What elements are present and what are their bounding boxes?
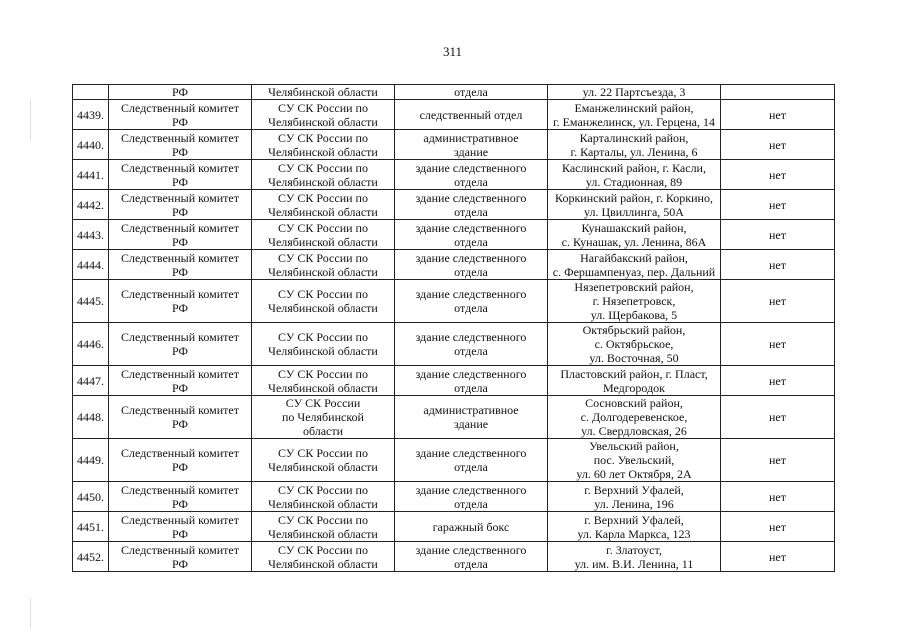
table-row <box>73 130 835 160</box>
address-cell <box>548 542 721 572</box>
subdivision-line: СУ СК России по <box>278 366 368 381</box>
organization-line: РФ <box>172 526 188 541</box>
subdivision-cell <box>252 482 395 512</box>
row-number-cell: 4448. <box>73 396 109 439</box>
subdivision-line: Челябинской области <box>268 204 378 219</box>
object-type-line: отдела <box>454 460 488 474</box>
table-row <box>73 542 835 572</box>
address-line: г. Карталы, ул. Ленина, 6 <box>570 144 698 159</box>
address-line: ул. Щербакова, 5 <box>590 308 678 322</box>
object-type-line: отдела <box>454 496 488 511</box>
subdivision-cell <box>252 396 395 439</box>
address-line: Карталинский район, <box>579 130 689 145</box>
address-line: с. Октябрьское, <box>594 337 674 351</box>
object-type-cell <box>395 220 548 250</box>
object-type-line: здание следственного <box>415 446 527 460</box>
subdivision-line: СУ СК России по <box>278 287 368 301</box>
subdivision-line: Челябинской области <box>268 526 378 541</box>
address-cell <box>548 130 721 160</box>
object-type-line: гаражный бокс <box>432 519 510 534</box>
organization-cell <box>109 482 252 512</box>
organization-line: Следственный комитет <box>121 100 239 115</box>
status-cell: нет <box>721 396 835 439</box>
row-number-cell: 4439. <box>73 100 109 130</box>
organization-line: Следственный комитет <box>121 482 239 497</box>
object-type-cell <box>395 100 548 130</box>
object-type-cell <box>395 323 548 366</box>
address-line: г. Верхний Уфалей, <box>584 512 684 527</box>
property-registry-table <box>72 84 835 572</box>
table-row <box>73 439 835 482</box>
status-cell: нет <box>721 130 835 160</box>
organization-cell <box>109 130 252 160</box>
address-line: ул. Карла Маркса, 123 <box>577 526 691 541</box>
organization-cell <box>109 220 252 250</box>
organization-cell <box>109 190 252 220</box>
address-line: пос. Увельский, <box>593 453 675 467</box>
row-number-cell <box>73 85 109 100</box>
organization-cell <box>109 280 252 323</box>
address-cell <box>548 220 721 250</box>
row-number-cell: 4441. <box>73 160 109 190</box>
address-cell: ул. 22 Партсъезда, 3 <box>548 85 721 100</box>
status-cell: нет <box>721 366 835 396</box>
organization-line: РФ <box>172 344 188 358</box>
organization-line: Следственный комитет <box>121 542 239 557</box>
table-row <box>73 190 835 220</box>
address-line: Сосновский район, <box>585 396 683 410</box>
organization-line: Следственный комитет <box>121 130 239 145</box>
object-type-line: здание следственного <box>415 287 527 301</box>
address-line: ул. Цвиллинга, 50А <box>584 204 684 219</box>
subdivision-line: СУ СК России по <box>278 100 368 115</box>
address-line: г. Верхний Уфалей, <box>584 482 684 497</box>
address-line: ул. Восточная, 50 <box>589 351 679 365</box>
organization-cell <box>109 396 252 439</box>
object-type-line: отдела <box>454 174 488 189</box>
row-number-cell: 4449. <box>73 439 109 482</box>
object-type-line: отдела <box>454 556 488 571</box>
organization-line: РФ <box>172 460 188 474</box>
address-line: Кунашакский район, <box>581 220 687 235</box>
row-number-cell: 4444. <box>73 250 109 280</box>
organization-cell <box>109 366 252 396</box>
subdivision-line: СУ СК России по <box>278 482 368 497</box>
address-cell <box>548 323 721 366</box>
object-type-line: отдела <box>454 344 488 358</box>
object-type-line: отдела <box>454 264 488 279</box>
object-type-cell <box>395 482 548 512</box>
organization-line: Следственный комитет <box>121 366 239 381</box>
organization-line: Следственный комитет <box>121 250 239 265</box>
subdivision-line: Челябинской области <box>268 460 378 474</box>
address-line: ул. Стадионная, 89 <box>585 174 683 189</box>
status-cell: нет <box>721 323 835 366</box>
object-type-cell <box>395 130 548 160</box>
row-number-cell: 4445. <box>73 280 109 323</box>
row-number-cell: 4442. <box>73 190 109 220</box>
object-type-line: здание следственного <box>415 250 527 265</box>
object-type-line: здание следственного <box>415 330 527 344</box>
row-number-cell: 4443. <box>73 220 109 250</box>
organization-line: РФ <box>172 174 188 189</box>
object-type-line: административное <box>423 130 519 145</box>
address-line: г. Златоуст, <box>606 542 662 557</box>
status-cell: нет <box>721 190 835 220</box>
address-line: ул. им. В.И. Ленина, 11 <box>574 556 694 571</box>
organization-line: РФ <box>172 234 188 249</box>
subdivision-line: СУ СК России по <box>278 330 368 344</box>
subdivision-line: по Челябинской <box>282 410 364 424</box>
status-cell: нет <box>721 250 835 280</box>
subdivision-cell <box>252 366 395 396</box>
row-number-cell: 4451. <box>73 512 109 542</box>
object-type-cell <box>395 280 548 323</box>
status-cell: нет <box>721 100 835 130</box>
address-line: Каслинский район, г. Касли, <box>562 160 706 175</box>
subdivision-cell <box>252 280 395 323</box>
organization-line: РФ <box>172 301 188 315</box>
table-row <box>73 100 835 130</box>
table-row <box>73 220 835 250</box>
subdivision-cell <box>252 250 395 280</box>
organization-cell <box>109 160 252 190</box>
subdivision-cell <box>252 100 395 130</box>
subdivision-line: Челябинской области <box>268 301 378 315</box>
subdivision-line: Челябинской области <box>268 556 378 571</box>
subdivision-line: Челябинской области <box>268 234 378 249</box>
subdivision-line: Челябинской области <box>268 380 378 395</box>
address-line: Пластовский район, г. Пласт, <box>560 366 708 381</box>
address-line: Нязепетровский район, <box>574 280 694 294</box>
address-line: с. Фершампенуаз, пер. Дальний <box>552 264 716 279</box>
row-number-cell: 4450. <box>73 482 109 512</box>
left-margin-line <box>30 100 31 140</box>
object-type-cell <box>395 396 548 439</box>
address-cell <box>548 512 721 542</box>
address-line: Нагайбакский район, <box>580 250 688 265</box>
object-type-line: следственный отдел <box>419 107 523 122</box>
address-line: Октябрьский район, <box>582 323 686 337</box>
table-row <box>73 250 835 280</box>
row-number-cell: 4440. <box>73 130 109 160</box>
organization-line: Следственный комитет <box>121 220 239 235</box>
subdivision-line: Челябинской области <box>268 264 378 279</box>
organization-line: РФ <box>172 556 188 571</box>
subdivision-line: СУ СК России по <box>278 190 368 205</box>
object-type-cell <box>395 512 548 542</box>
object-type-line: здание следственного <box>415 542 527 557</box>
status-cell: нет <box>721 482 835 512</box>
object-type-line: отдела <box>454 204 488 219</box>
table-row <box>73 512 835 542</box>
status-cell: нет <box>721 439 835 482</box>
address-line: Коркинский район, г. Коркино, <box>555 190 713 205</box>
address-line: Еманжелинский район, <box>574 100 694 115</box>
object-type-line: здание <box>453 144 489 159</box>
address-cell <box>548 100 721 130</box>
subdivision-cell <box>252 439 395 482</box>
status-cell: нет <box>721 512 835 542</box>
object-type-cell <box>395 439 548 482</box>
status-cell: нет <box>721 220 835 250</box>
address-cell <box>548 439 721 482</box>
table-row <box>73 396 835 439</box>
subdivision-cell <box>252 130 395 160</box>
subdivision-cell <box>252 220 395 250</box>
address-cell <box>548 280 721 323</box>
address-cell <box>548 396 721 439</box>
row-number-cell: 4452. <box>73 542 109 572</box>
page-number: 311 <box>442 44 463 59</box>
object-type-line: отдела <box>454 301 488 315</box>
subdivision-line: СУ СК России по <box>278 446 368 460</box>
subdivision-line: Челябинской области <box>268 344 378 358</box>
object-type-line: административное <box>423 403 519 417</box>
subdivision-line: СУ СК России по <box>278 250 368 265</box>
organization-line: РФ <box>172 264 188 279</box>
organization-line: Следственный комитет <box>121 287 239 301</box>
organization-line: Следственный комитет <box>121 330 239 344</box>
address-line: Увельский район, <box>589 439 679 453</box>
subdivision-line: СУ СК России по <box>278 130 368 145</box>
organization-line: Следственный комитет <box>121 512 239 527</box>
table-row <box>73 160 835 190</box>
subdivision-line: Челябинской области <box>268 144 378 159</box>
object-type-line: здание <box>453 417 489 431</box>
status-cell: нет <box>721 160 835 190</box>
object-type-cell <box>395 190 548 220</box>
subdivision-line: СУ СК России <box>285 396 361 410</box>
organization-cell <box>109 250 252 280</box>
object-type-cell <box>395 542 548 572</box>
table-row <box>73 323 835 366</box>
organization-line: Следственный комитет <box>121 403 239 417</box>
address-cell <box>548 482 721 512</box>
table-row <box>73 366 835 396</box>
object-type-line: здание следственного <box>415 482 527 497</box>
subdivision-line: области <box>302 424 344 438</box>
address-line: ул. 60 лет Октября, 2А <box>576 467 692 481</box>
object-type-cell <box>395 250 548 280</box>
status-cell <box>721 85 835 100</box>
organization-cell <box>109 323 252 366</box>
organization-line: РФ <box>172 496 188 511</box>
organization-cell <box>109 100 252 130</box>
address-line: г. Нязепетровск, <box>592 294 676 308</box>
organization-cell: РФ <box>109 85 252 100</box>
organization-line: РФ <box>172 144 188 159</box>
table-body <box>73 85 835 572</box>
status-cell: нет <box>721 280 835 323</box>
organization-line: РФ <box>172 380 188 395</box>
object-type-line: здание следственного <box>415 160 527 175</box>
subdivision-cell <box>252 190 395 220</box>
subdivision-cell <box>252 160 395 190</box>
subdivision-line: СУ СК России по <box>278 512 368 527</box>
subdivision-line: СУ СК России по <box>278 220 368 235</box>
subdivision-line: СУ СК России по <box>278 160 368 175</box>
row-number-cell: 4447. <box>73 366 109 396</box>
organization-line: Следственный комитет <box>121 446 239 460</box>
object-type-cell <box>395 160 548 190</box>
subdivision-line: Челябинской области <box>268 174 378 189</box>
organization-line: Следственный комитет <box>121 190 239 205</box>
address-line: Медгородок <box>603 380 665 395</box>
subdivision-cell <box>252 323 395 366</box>
subdivision-cell <box>252 512 395 542</box>
address-line: г. Еманжелинск, ул. Герцена, 14 <box>553 114 715 129</box>
subdivision-cell: Челябинской области <box>252 85 395 100</box>
organization-line: РФ <box>172 417 188 431</box>
organization-cell <box>109 439 252 482</box>
object-type-line: здание следственного <box>415 220 527 235</box>
table-row-continued <box>73 85 835 100</box>
object-type-line: здание следственного <box>415 366 527 381</box>
address-line: ул. Ленина, 196 <box>594 496 674 511</box>
address-cell <box>548 250 721 280</box>
row-number-cell: 4446. <box>73 323 109 366</box>
table-row <box>73 482 835 512</box>
status-cell: нет <box>721 542 835 572</box>
subdivision-line: СУ СК России по <box>278 542 368 557</box>
address-line: ул. Свердловская, 26 <box>581 424 687 438</box>
address-cell <box>548 160 721 190</box>
table-row <box>73 280 835 323</box>
object-type-cell <box>395 366 548 396</box>
object-type-line: отдела <box>454 234 488 249</box>
subdivision-cell <box>252 542 395 572</box>
left-margin-line <box>30 598 31 628</box>
organization-cell <box>109 542 252 572</box>
organization-line: Следственный комитет <box>121 160 239 175</box>
object-type-line: здание следственного <box>415 190 527 205</box>
address-cell <box>548 366 721 396</box>
address-line: с. Кунашак, ул. Ленина, 86А <box>561 234 707 249</box>
organization-line: РФ <box>172 114 188 129</box>
object-type-cell: отдела <box>395 85 548 100</box>
organization-cell <box>109 512 252 542</box>
address-cell <box>548 190 721 220</box>
subdivision-line: Челябинской области <box>268 114 378 129</box>
object-type-line: отдела <box>454 380 488 395</box>
subdivision-line: Челябинской области <box>268 496 378 511</box>
organization-line: РФ <box>172 204 188 219</box>
address-line: с. Долгодеревенское, <box>580 410 688 424</box>
